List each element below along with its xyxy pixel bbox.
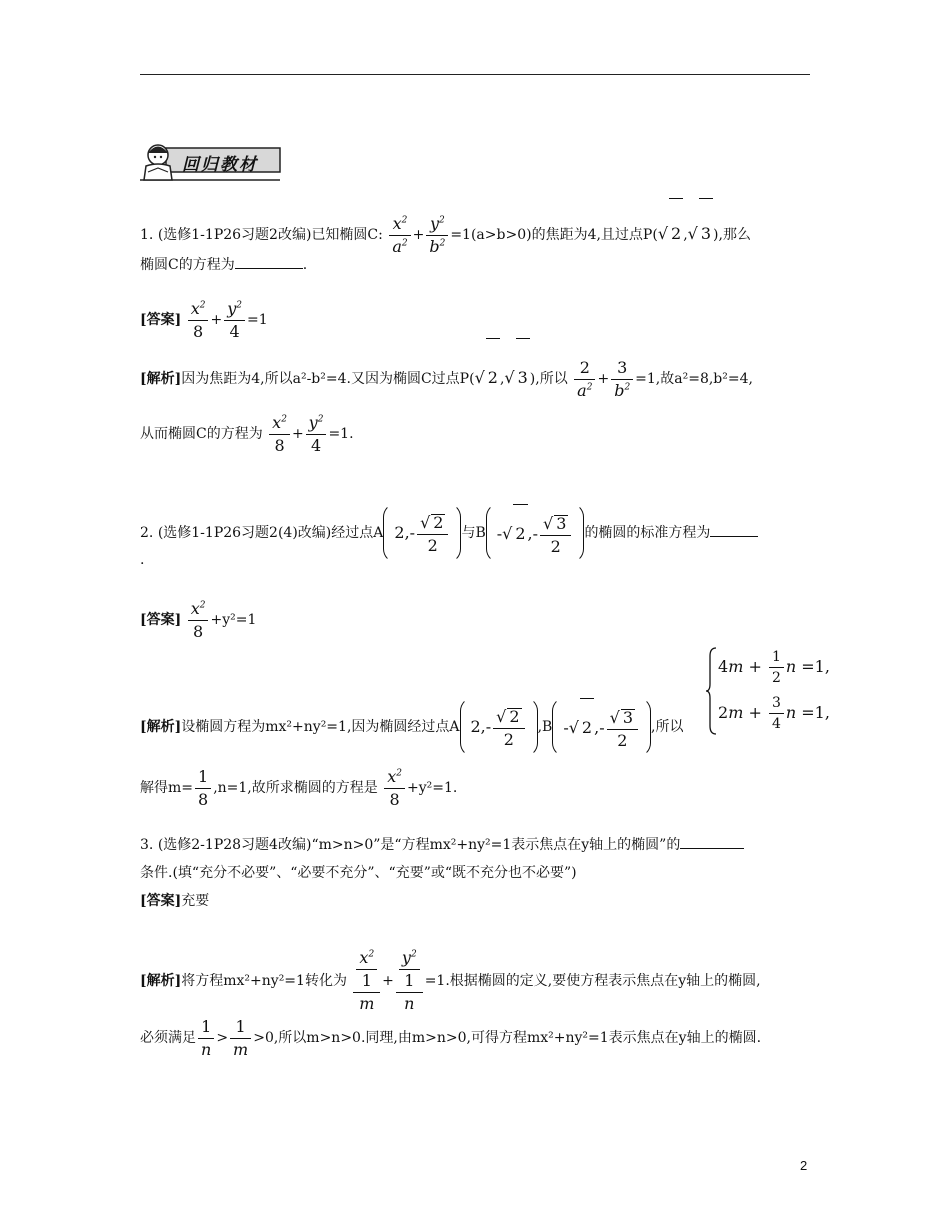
q3-analysis-line1: [解析]将方程mx²+ny²=1转化为 $\frac{\frac{x^2}{1}}{m}$ + $\frac{\frac{y^2}{1}}{n}$ =1.根据椭圆的定义,要使方程表示焦点在y轴上的椭圆, xyxy=(140,948,761,1013)
q1-answer-blank[interactable] xyxy=(235,268,303,269)
q1-source: (选修1-1P26习题2改编) xyxy=(157,227,312,243)
point-A: 2,- $\frac{√ 2}{2}$ xyxy=(383,503,461,563)
fraction-x2-a2: $\frac{x^2}{a^2}$ xyxy=(389,216,410,255)
q1-number: 1. xyxy=(140,227,154,243)
q1-analysis-line2: 从而椭圆C的方程为 $\frac{x^2}{8}$ + $\frac{y^2}{4}$ =1. xyxy=(140,412,354,455)
q1-line1: 1. (选修1-1P26习题2改编)已知椭圆C: $\frac{x^2}{a^2}$ + $\frac{y^2}{b^2}$ =1(a>b>0)的焦距为4,且过点P(√ 2 ,√ 3 ),那么 xyxy=(140,198,751,268)
q3-number: 3. xyxy=(140,837,154,853)
answer-label: [答案] xyxy=(140,893,182,909)
q2-answer: [答案] $\frac{x^2}{8}$ +y²=1 xyxy=(140,598,257,641)
section-title: 回归教材 xyxy=(182,155,258,175)
section-badge xyxy=(138,138,282,184)
page-number: 2 xyxy=(800,1158,808,1173)
answer-label: [答案] xyxy=(140,612,182,628)
answer-label: [答案] xyxy=(140,312,182,328)
analysis-label: [解析] xyxy=(140,371,182,387)
q2-line1: 2. (选修1-1P26习题2(4)改编)经过点A 2,- $\frac{√ 2}{2}$ 与B -√ 2 ,- $\frac{√ 3}{2}$ 的椭圆的标准方程为 xyxy=(140,480,758,550)
analysis-label: [解析] xyxy=(140,973,182,989)
q2-line2: . xyxy=(140,552,145,568)
equation-1: 4m + $\frac{1}{2}$ n =1, xyxy=(718,649,830,686)
left-brace-icon xyxy=(706,646,718,736)
q3-analysis-line2: 必须满足 $\frac{1}{n}$ > $\frac{1}{m}$ >0,所以m>n>0.同理,由m>n>0,可得方程mx²+ny²=1表示焦点在y轴上的椭圆. xyxy=(140,1016,762,1059)
equation-2: 2m + $\frac{3}{4}$ n =1, xyxy=(718,695,830,732)
q1-answer: [答案] $\frac{x^2}{8}$ + $\frac{y^2}{4}$ =1 xyxy=(140,298,268,341)
q2-number: 2. xyxy=(140,525,154,541)
q2-analysis-line2: 解得m= $\frac{1}{8}$ ,n=1,故所求椭圆的方程是 $\frac{x^2}{8}$ +y²=1. xyxy=(140,766,458,809)
q2-analysis-line1: [解析]设椭圆方程为mx²+ny²=1,因为椭圆经过点A 2,- $\frac{√ 2}{2}$ ,B -√ 2 ,- $\frac{√ 3}{2}$ ,所以 xyxy=(140,668,683,748)
header-rule xyxy=(140,74,810,75)
q2-source: (选修1-1P26习题2(4)改编) xyxy=(157,525,332,541)
equation-system xyxy=(706,646,830,736)
fraction-y2-b2: $\frac{y^2}{b^2}$ xyxy=(426,216,448,255)
q3-answer: [答案]充要 xyxy=(140,893,210,909)
q3-line1: 3. (选修2-1P28习题4改编)“m>n>0”是“方程mx²+ny²=1表示焦点在y轴上的椭圆”的 xyxy=(140,834,744,854)
q3-line2: 条件.(填“充分不必要”、“必要不充分”、“充要”或“既不充分也不必要”) xyxy=(140,865,577,881)
q3-answer-blank[interactable] xyxy=(680,848,744,849)
point-B: -√ 2 ,- $\frac{√ 3}{2}$ xyxy=(486,503,585,563)
q1-analysis-line1: [解析]因为焦距为4,所以a²-b²=4.又因为椭圆C过点P(√ 2 ,√ 3 ),所以 $\frac{2}{a^2}$ + $\frac{3}{b^2}$ =1,故a²=8,b²=4, xyxy=(140,338,753,400)
q3-source: (选修2-1P28习题4改编) xyxy=(157,837,312,853)
q1-line2: 椭圆C的方程为 . xyxy=(140,257,308,273)
analysis-label: [解析] xyxy=(140,719,182,735)
q2-answer-blank[interactable] xyxy=(710,536,758,537)
